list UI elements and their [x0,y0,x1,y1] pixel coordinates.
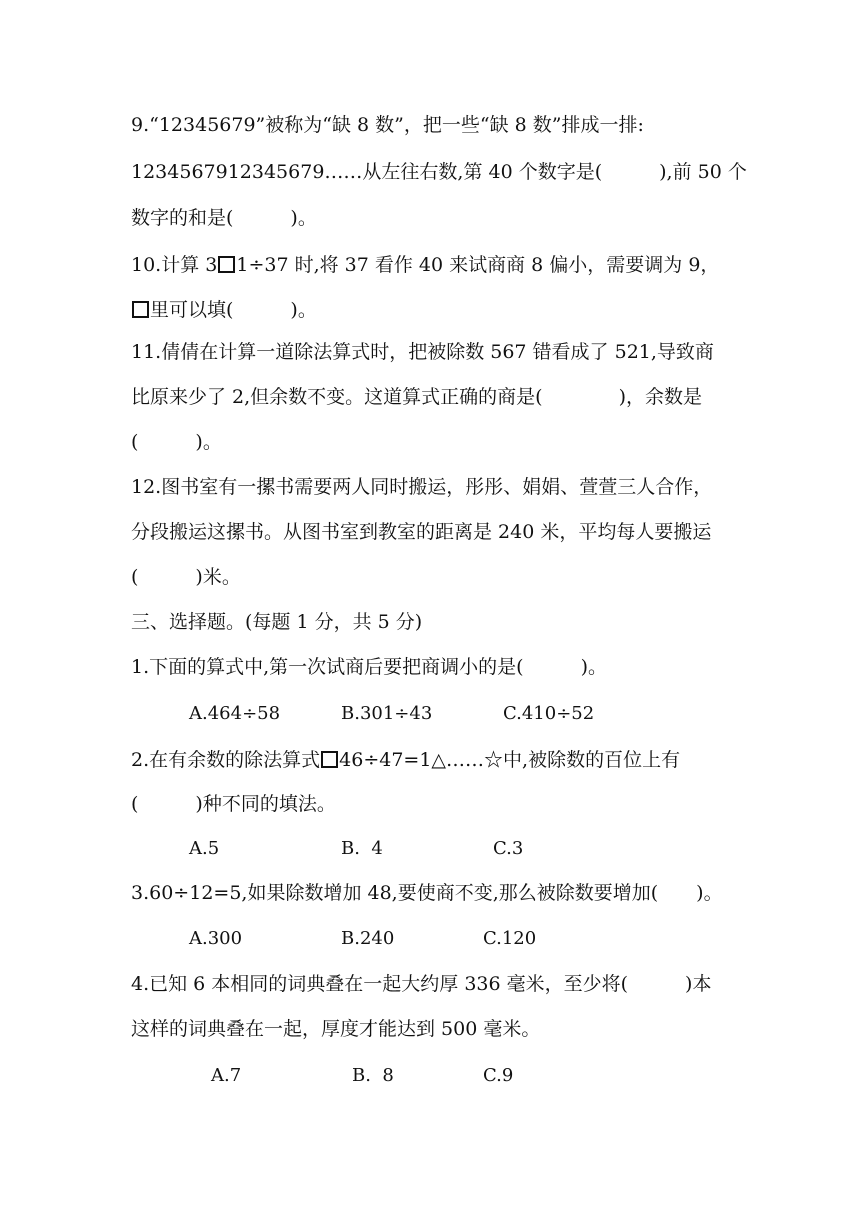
q10-line-1 [131,252,719,278]
q11-line-2: 比原来少了 2,但余数不变。这道算式正确的商是( )，余数是 [131,386,702,408]
c4-line-2: 这样的词典叠在一起，厚度才能达到 500 毫米。 [131,1018,541,1040]
q9-line-3: 数字的和是( )。 [131,207,317,229]
c4-option-b: B. 8 [352,1065,394,1086]
section-3-heading: 三、选择题。(每题 1 分，共 5 分) [131,611,423,633]
c2-line-1-part-a: 2.在有余数的除法算式 [131,749,321,771]
c1-option-b: B.301÷43 [341,703,433,724]
c2-line-1-part-b: 46÷47=1△……☆中,被除数的百位上有 [339,749,681,771]
blank-box [321,751,338,768]
c3-option-a: A.300 [189,928,243,949]
q12-line-2: 分段搬运这摞书。从图书室到教室的距离是 240 米，平均每人要搬运 [131,521,712,543]
q10-line-1-part-b: 1÷37 时,将 37 看作 40 来试商商 8 偏小，需要调为 9， [236,254,720,276]
c2-line-1 [131,747,680,773]
c3-option-b: B.240 [341,928,395,949]
c1-question: 1.下面的算式中,第一次试商后要把商调小的是( )。 [131,656,607,678]
c4-option-a: A.7 [211,1065,242,1086]
blank-box [218,256,235,273]
c2-option-a: A.5 [189,838,220,859]
q11-line-3: ( )。 [131,431,222,453]
q12-line-1: 12.图书室有一摞书需要两人同时搬运，彤彤、娟娟、萱萱三人合作， [131,476,713,498]
q9-line-2: 1234567912345679……从左往右数,第 40 个数字是( ),前 50 个 [131,161,747,183]
c3-option-c: C.120 [483,928,537,949]
c4-option-c: C.9 [483,1065,514,1086]
c2-option-b: B. 4 [341,838,383,859]
c1-option-a: A.464÷58 [189,703,281,724]
q11-line-1: 11.倩倩在计算一道除法算式时，把被除数 567 错看成了 521,导致商 [131,341,714,363]
q12-line-3: ( )米。 [131,566,241,588]
q10-line-2 [131,297,317,323]
c3-question: 3.60÷12=5,如果除数增加 48,要使商不变,那么被除数要增加( )。 [131,882,723,904]
q10-line-2-text: 里可以填( )。 [150,299,317,321]
q10-line-1-part-a: 10.计算 3 [131,254,218,276]
c2-option-c: C.3 [493,838,524,859]
c4-line-1: 4.已知 6 本相同的词典叠在一起大约厚 336 毫米，至少将( )本 [131,973,712,995]
blank-box [132,301,149,318]
q9-line-1: 9.“12345679”被称为“缺 8 数”，把一些“缺 8 数”排成一排: [131,114,644,136]
c1-option-c: C.410÷52 [503,703,595,724]
c2-line-2: ( )种不同的填法。 [131,793,336,815]
